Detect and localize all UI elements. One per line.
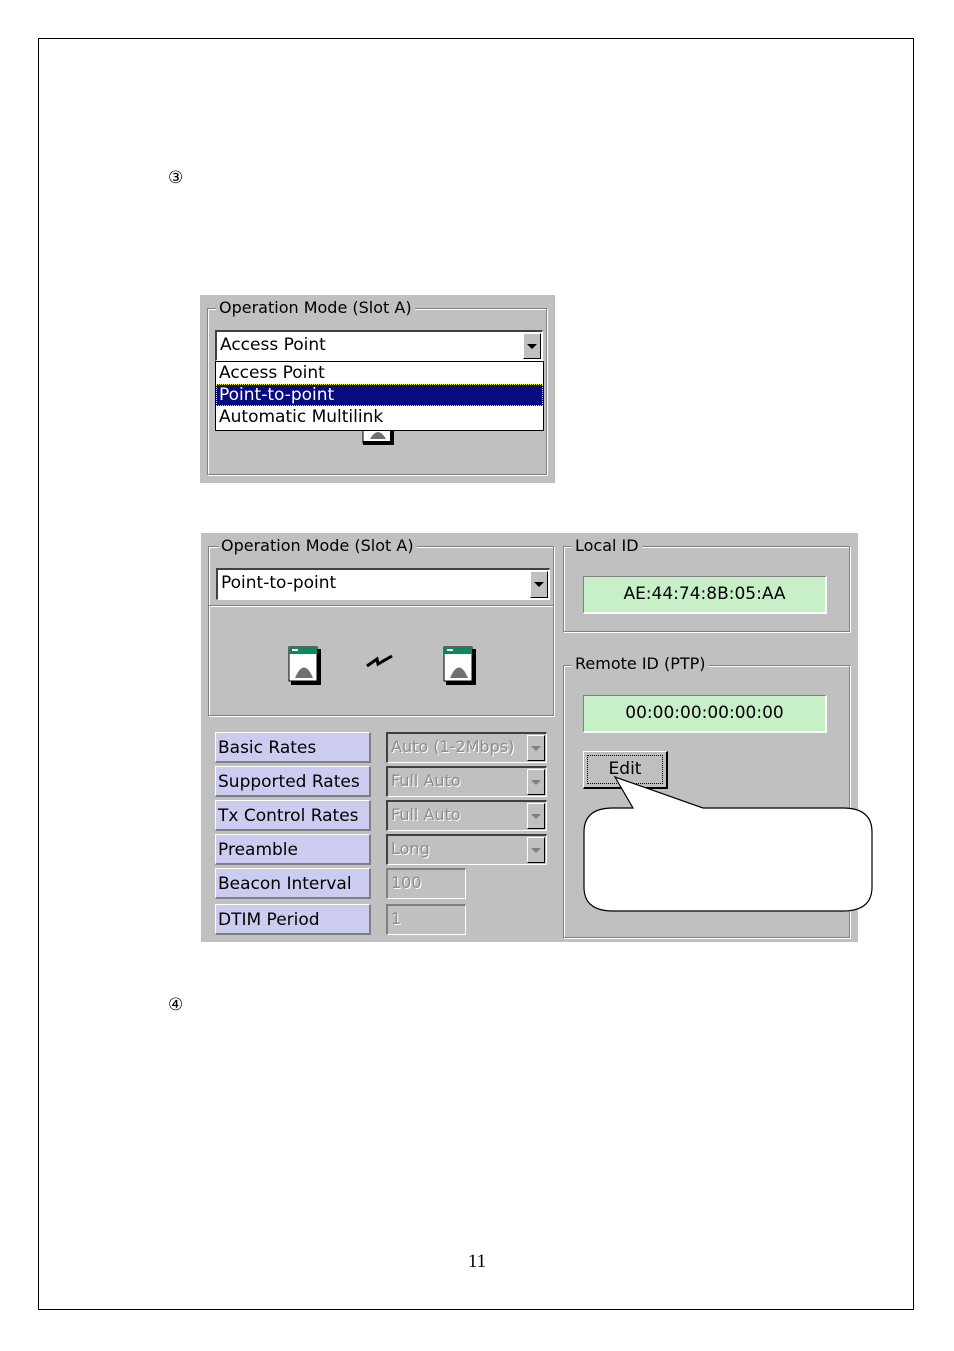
operation-mode-combo-value: Point-to-point xyxy=(221,573,337,593)
supported-rates-value: Full Auto xyxy=(391,771,461,790)
local-id-title: Local ID xyxy=(572,537,642,555)
param-label-dtim-period: DTIM Period xyxy=(215,904,371,935)
combo-arrow-button[interactable] xyxy=(527,803,545,829)
operation-mode-combo-value: Access Point xyxy=(220,335,326,355)
remote-station-icon xyxy=(442,645,478,685)
param-label-preamble: Preamble xyxy=(215,834,371,865)
combo-arrow-button[interactable] xyxy=(527,769,545,795)
preamble-select[interactable] xyxy=(386,834,547,865)
beacon-interval-input[interactable] xyxy=(386,868,466,899)
combo-arrow-button[interactable] xyxy=(530,571,548,598)
chevron-down-icon xyxy=(531,746,541,751)
param-label-basic-rates: Basic Rates xyxy=(215,732,371,763)
operation-mode-options-list xyxy=(215,361,544,431)
local-id-field: AE:44:74:8B:05:AA xyxy=(583,576,827,614)
chevron-down-icon xyxy=(531,780,541,785)
beacon-interval-value: 100 xyxy=(391,873,422,892)
combo-arrow-button[interactable] xyxy=(527,735,545,761)
param-label-supported-rates: Supported Rates xyxy=(215,766,371,797)
operation-mode-title: Operation Mode (Slot A) xyxy=(218,537,417,555)
step-3-marker: ③ xyxy=(168,168,184,188)
chevron-down-icon xyxy=(531,814,541,819)
wireless-link-icon xyxy=(365,653,395,671)
chevron-down-icon xyxy=(531,848,541,853)
operation-mode-title: Operation Mode (Slot A) xyxy=(216,299,415,317)
dtim-period-value: 1 xyxy=(391,909,402,928)
basic-rates-value: Auto (1-2Mbps) xyxy=(391,737,515,756)
step-4-marker: ④ xyxy=(168,995,184,1015)
combo-arrow-button[interactable] xyxy=(523,333,541,359)
param-label-tx-control-rates: Tx Control Rates xyxy=(215,800,371,831)
option-access-point[interactable]: Access Point xyxy=(219,363,325,383)
operation-mode-combo[interactable] xyxy=(215,330,543,361)
chevron-down-icon xyxy=(527,344,537,349)
edit-button-label: Edit xyxy=(587,755,663,784)
option-automatic-multilink[interactable]: Automatic Multilink xyxy=(219,407,384,427)
tx-control-rates-value: Full Auto xyxy=(391,805,461,824)
callout-text xyxy=(596,820,858,900)
option-point-to-point[interactable]: Point-to-point xyxy=(216,384,543,406)
combo-arrow-button[interactable] xyxy=(527,837,545,863)
tx-control-rates-select[interactable] xyxy=(386,800,547,831)
supported-rates-select[interactable] xyxy=(386,766,547,797)
divider xyxy=(209,606,553,607)
local-station-icon xyxy=(287,645,323,685)
preamble-value: Long xyxy=(391,839,430,858)
param-label-beacon-interval: Beacon Interval xyxy=(215,868,371,899)
dtim-period-input[interactable] xyxy=(386,904,466,935)
basic-rates-select[interactable] xyxy=(386,732,547,763)
page-number: 11 xyxy=(467,1251,487,1272)
operation-mode-dropdown-panel xyxy=(200,295,555,483)
chevron-down-icon xyxy=(534,582,544,587)
remote-id-field: 00:00:00:00:00:00 xyxy=(583,695,827,733)
operation-mode-combo[interactable] xyxy=(216,568,550,600)
remote-id-title: Remote ID (PTP) xyxy=(572,655,709,673)
